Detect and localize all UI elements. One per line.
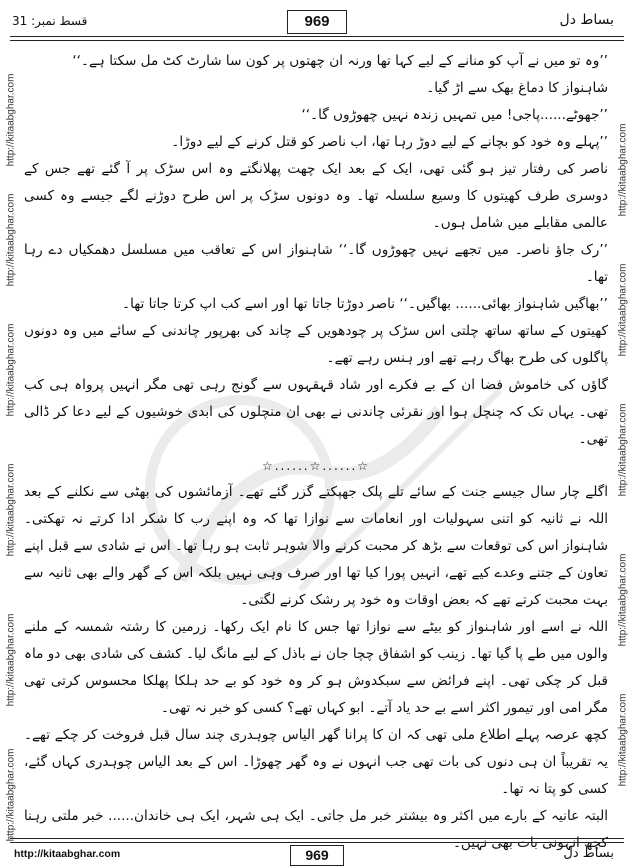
page-number: 969 — [287, 10, 347, 34]
side-url[interactable]: http://kitaabghar.com — [617, 693, 629, 787]
section-separator: ☆......☆......☆ — [261, 459, 371, 473]
paragraph: گاؤں کی خاموش فضا ان کے بے فکرے اور شاد قہقہوں سے گونج رہی تھی مگر انہیں پرواہ ہی کب تھی۔ یہاں تک کہ چنچل ہوا اور نقرئی چاندنی نے بھی ان منچلوں کی ابدی خوشیوں کے لیے دعا کر ڈالی تھی۔ — [24, 377, 608, 447]
paragraph: اگلے چار سال جیسے جنت کے سائے تلے پلک جھپکتے گزر گئے تھے۔ آزمائشوں کی بھٹی سے نکلنے کے بعد اللہ نے ثانیہ کو اتنی سہولیات اور انعامات سے نوازا تھا کہ وہ اپنے رب کا شکر ادا کرتے نہ تھکتی۔ شاہنواز اس کی توقعات سے بڑھ کر محبت کرنے والا شوہر ثابت ہو رہا تھا۔ اس نے شادی سے قبل اپنے تعاون کے جتنے وعدے کیے تھے، انہیں پورا کیا تھا اور صرف وہی نہیں بلکہ اس کے گھر والے بھی ثانیہ سے بہت محبت کرتے تھے کہ بعض اوقات وہ خود پر رشک کرنے لگتی۔ — [24, 484, 608, 608]
paragraph: کھیتوں کے ساتھ ساتھ چلتی اس سڑک پر چودھویں کے چاند کی بھرپور چاندنی کے سائے میں وہ دونوں پاگلوں کی طرح بھاگ رہے تھے اور ہنس رہے تھے۔ — [24, 323, 608, 366]
paragraph: کچھ عرصہ پہلے اطلاع ملی تھی کہ ان کا پرانا گھر الیاس چوہدری چند سال قبل فروخت کر چکے تھے۔ یہ تقریباً ان ہی دنوں کی بات تھی جب انہوں نے وہ گھر چھوڑا۔ اس کے بعد الیاس چوہدری کہاں گئے، کسی کو پتا نہ تھا۔ — [24, 727, 608, 797]
paragraph: ’’وہ تو میں نے آپ کو منانے کے لیے کہا تھا ورنہ ان چھتوں پر کون سا شارٹ کٹ مل سکتا ہے۔‘‘ — [72, 53, 608, 69]
paragraph: شاہنواز کا دماغ بھک سے اڑ گیا۔ — [426, 80, 608, 96]
side-url[interactable]: http://kitaabghar.com — [5, 463, 17, 557]
side-url[interactable]: http://kitaabghar.com — [617, 403, 629, 497]
footer-url-link[interactable]: http://kitaabghar.com — [14, 848, 121, 860]
paragraph: اللہ نے اسے اور شاہنواز کو بیٹے سے نوازا تھا جس کا نام ایک رکھا۔ زرمین کا رشتہ شمسہ کے ملنے والوں میں طے پا گیا تھا۔ زینب کو اشفاق چچا جان نے باذل کے لیے مانگ لیا۔ کشف کی شادی بھی دو ماہ قبل کر چکی تھی۔ اپنے فرائض سے سبکدوش ہو کر وہ خود کو بے حد ہلکا پھلکا محسوس کرتی تھی مگر امی اور تیمور اکثر اسے بے حد یاد آتے۔ ابو کہاں تھے؟ کسی کو خبر نہ تھی۔ — [24, 619, 608, 716]
paragraph: ’’جھوٹے......پاجی! میں تمہیں زندہ نہیں چھوڑوں گا۔‘‘ — [301, 107, 608, 123]
paragraph: ’’رک جاؤ ناصر۔ میں تجھے نہیں چھوڑوں گا۔‘‘ شاہنواز اس کے تعاقب میں مسلسل دھمکیاں دے رہا تھا۔ — [24, 242, 608, 285]
paragraph: ناصر کی رفتار تیز ہو گئی تھی، ایک کے بعد ایک چھت پھلانگتے وہ اس سڑک پر آ گئے تھے جس کے دوسری طرف کھیتوں کا وسیع سلسلہ تھا۔ وہ دونوں سڑک پر اس طرح دوڑنے لگے جیسے وہ کسی عالمی مقابلے میں شامل ہوں۔ — [24, 161, 608, 231]
side-url[interactable]: http://kitaabghar.com — [5, 193, 17, 287]
header-rule-thin — [10, 40, 624, 41]
side-url[interactable]: http://kitaabghar.com — [5, 73, 17, 167]
side-url[interactable]: http://kitaabghar.com — [617, 263, 629, 357]
paragraph: البتہ عانیہ کے بارے میں اکثر وہ بیشتر خبر مل جاتی۔ ایک ہی شہر، ایک ہی خاندان...... خبر ملتی رہنا کچھ انہونی بات بھی نہیں۔ — [24, 808, 608, 851]
episode-label: قسط نمبر: 31 — [12, 14, 88, 28]
side-url[interactable]: http://kitaabghar.com — [617, 123, 629, 217]
side-url[interactable]: http://kitaabghar.com — [5, 613, 17, 707]
footer-book-title: بساط دل — [563, 846, 614, 861]
footer-page-number: 969 — [290, 845, 344, 866]
side-url[interactable]: http://kitaabghar.com — [5, 323, 17, 417]
side-url[interactable]: http://kitaabghar.com — [5, 748, 17, 842]
paragraph: ’’بھاگیں شاہنواز بھائی...... بھاگیں۔‘‘ ناصر دوڑتا جاتا تھا اور اسے کب اپ کرتا جاتا تھا۔ — [122, 296, 608, 312]
paragraph: ’’پہلے وہ خود کو بچانے کے لیے دوڑ رہا تھا، اب ناصر کو قتل کرنے کے لیے دوڑا۔ — [171, 134, 608, 150]
story-text — [24, 48, 608, 851]
book-title: بساط دل — [559, 12, 614, 28]
footer-rule — [10, 838, 624, 839]
right-side-watermarks — [615, 40, 631, 840]
left-side-watermarks — [3, 40, 19, 840]
header-rule — [10, 36, 624, 37]
side-url[interactable]: http://kitaabghar.com — [617, 553, 629, 647]
footer-rule-thin — [10, 842, 624, 843]
